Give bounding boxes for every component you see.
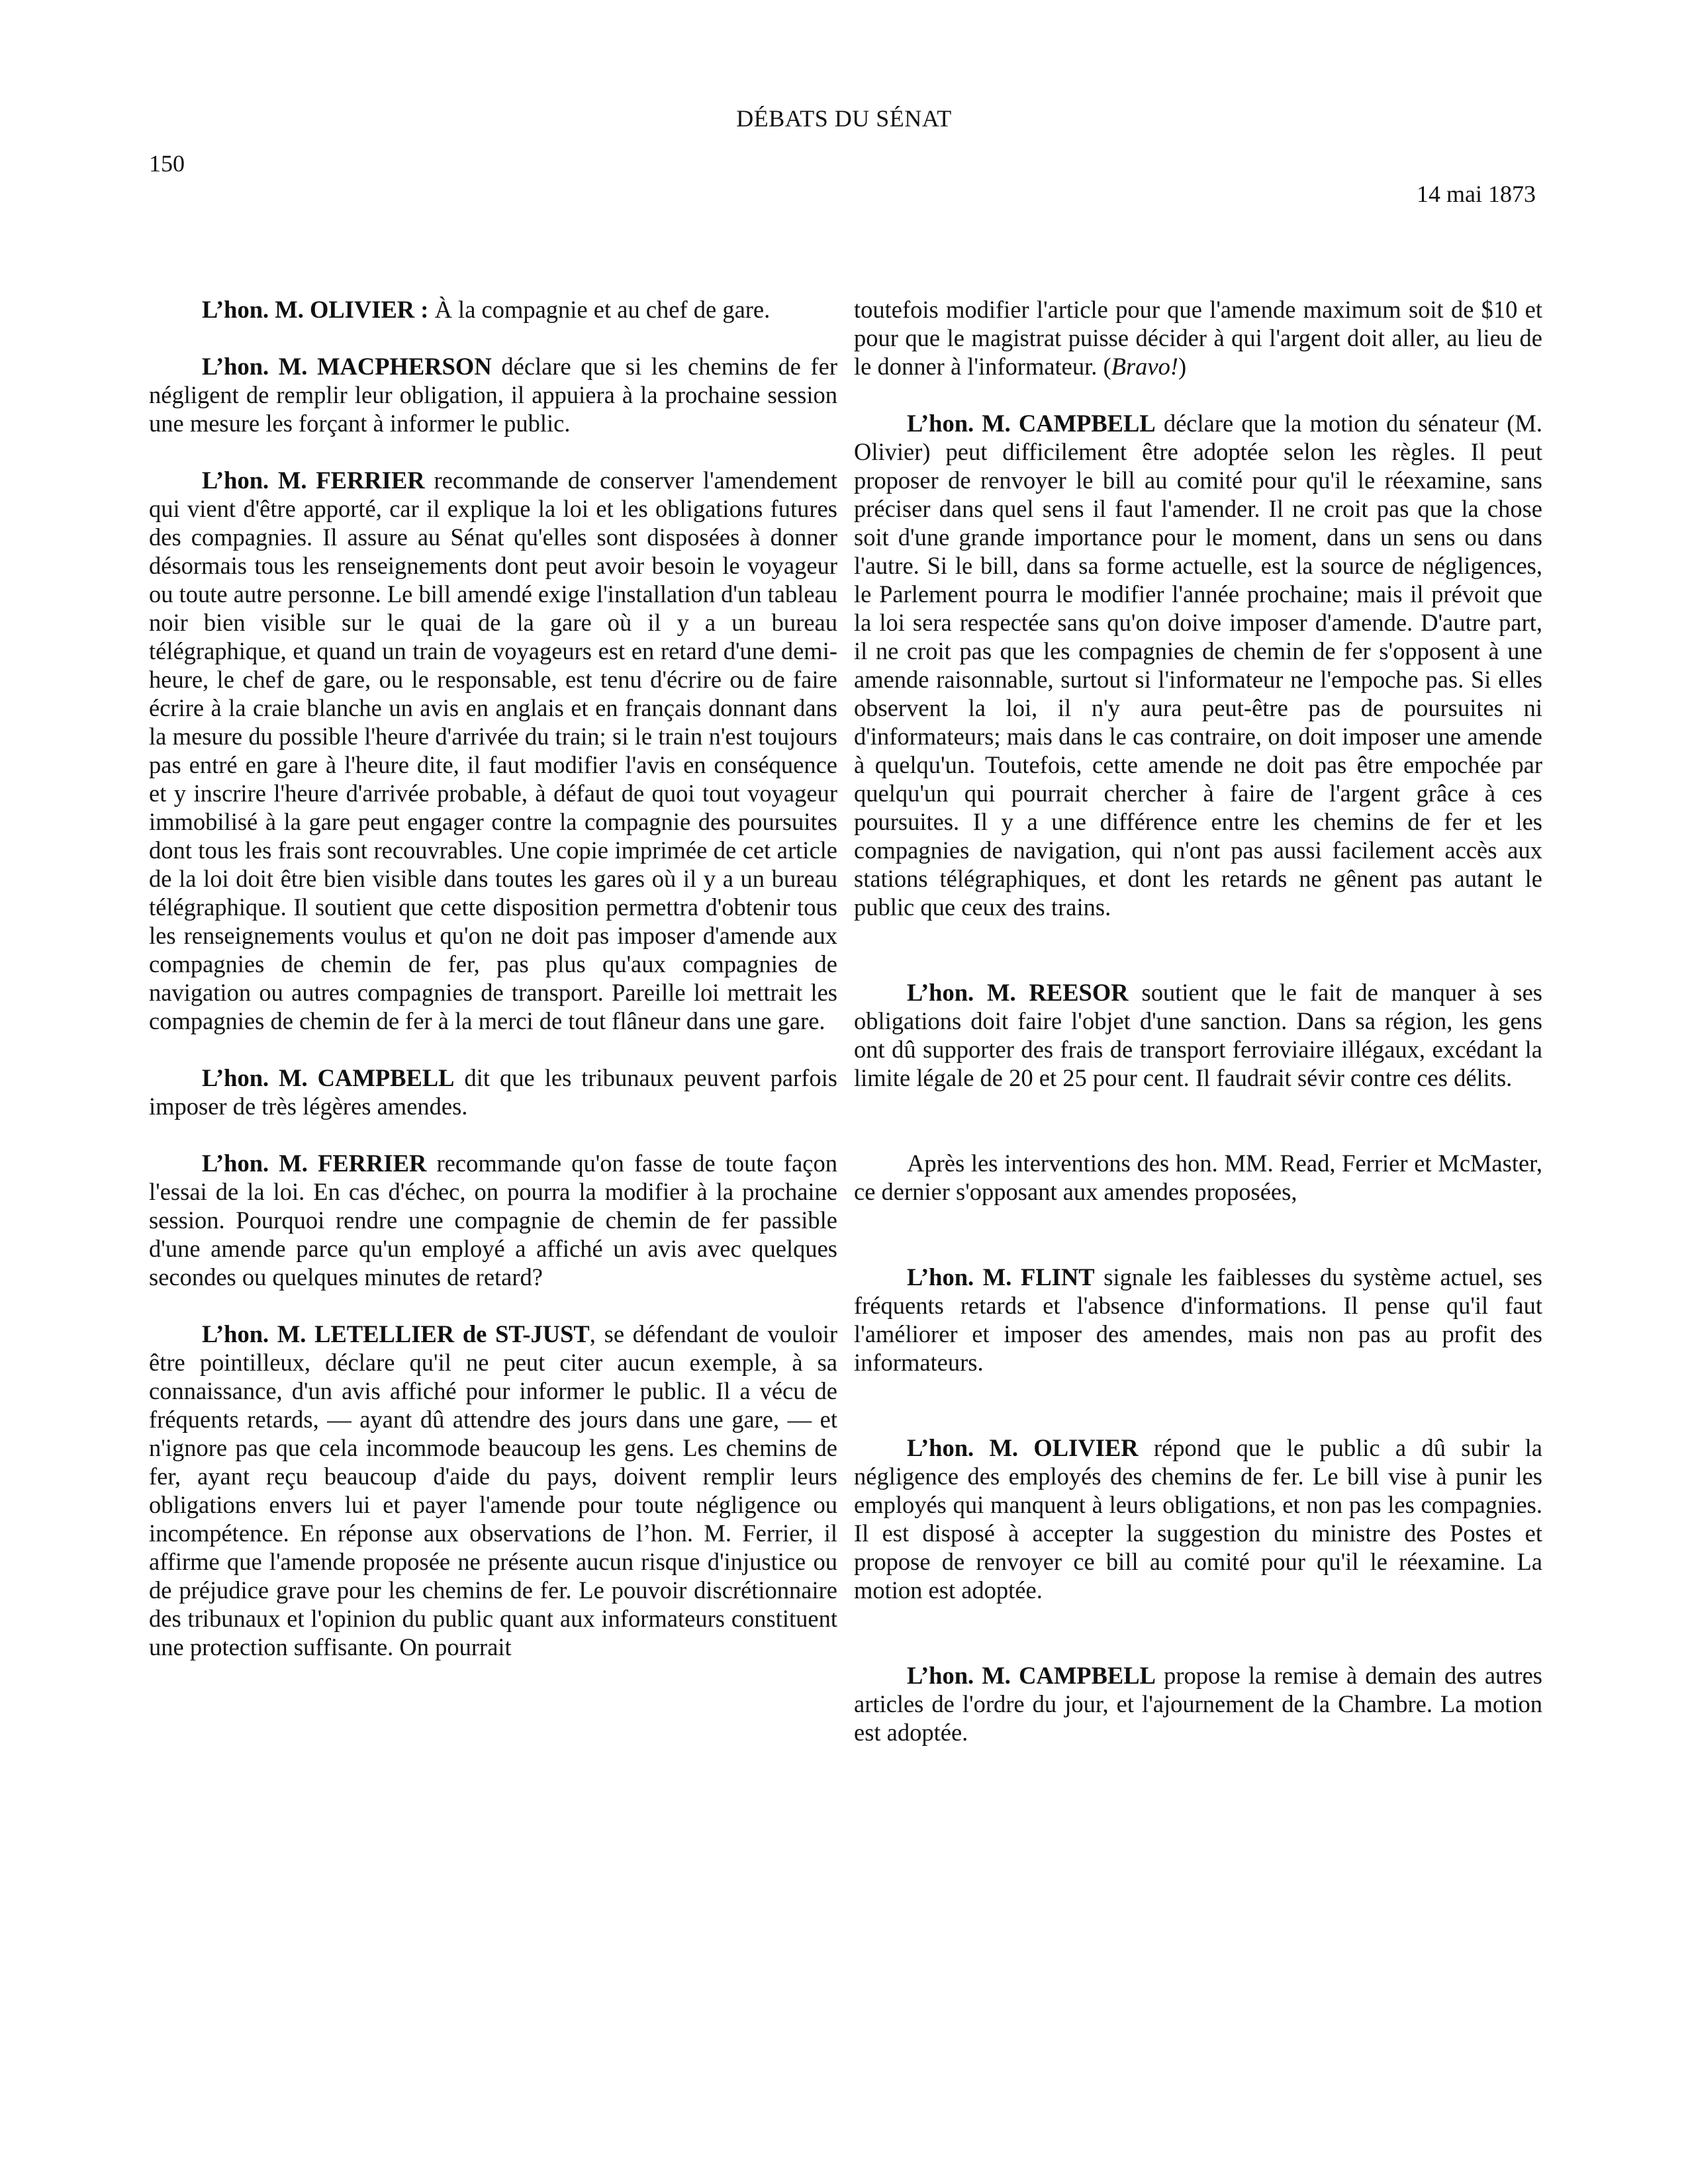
speech-text: recommande qu'on fasse de toute façon l'essai de la loi. En cas d'échec, on pourra la modifier à la prochaine session. Pourquoi rendre une compagnie de chemin de fer passible d'une amende parce qu'un employé a affiché un avis avec quelques secondes ou quelques minutes de retard? (149, 1150, 837, 1291)
running-head: DÉBATS DU SÉNAT (736, 105, 952, 132)
paragraph (149, 295, 837, 324)
narrative-paragraph (854, 1149, 1542, 1206)
speech-text: signale les faiblesses du système actuel, ses fréquents retards et l'absence d'informations. Il pense qu'il faut l'améliorer et imposer des amendes, mais non pas au profit des informateurs. (854, 1263, 1543, 1376)
page-number: 150 (149, 150, 185, 177)
speaker-name: L’hon. M. REESOR (907, 979, 1129, 1006)
right-column (854, 295, 1542, 1775)
speech-text: Après les interventions des hon. MM. Read, Ferrier et McMaster, ce dernier s'opposant aux amendes proposées, (854, 1150, 1542, 1205)
speech-text: , se défendant de vouloir être pointilleux, déclare qu'il ne peut citer aucun exemple, à sa connaissance, d'un avis affiché pour informer le public. Il a vécu de fréquents retards, — ayant dû attendre des jours dans une gare, — et n'ignore pas que cela incommode beaucoup les gens. Les chemins de fer, ayant reçu beaucoup d'aide du pays, doivent remplir leurs obligations envers lui et payer l'amende pour toute négligence ou incompétence. En réponse aux observations de l’hon. M. Ferrier, il affirme que l'amende proposée ne présente aucun risque d'injustice ou de préjudice grave pour les chemins de fer. Le pouvoir discrétionnaire des tribunaux et l'opinion du public quant aux informateurs constituent une protection suffisante. On pourrait (149, 1320, 837, 1661)
speech-text: propose la remise à demain des autres articles de l'ordre du jour, et l'ajournement de la Chambre. La motion est adoptée. (854, 1662, 1542, 1746)
speech-text: toutefois modifier l'article pour que l'amende maximum soit de $10 et pour que le magistrat puisse décider à qui l'argent doit aller, au lieu de le donner à l'informateur. ( (854, 296, 1542, 380)
speaker-name: L’hon. M. CAMPBELL (907, 410, 1156, 437)
speech-text: déclare que si les chemins de fer négligent de remplir leur obligation, il appuiera à la prochaine session une mesure les forçant à informer le public. (149, 353, 837, 437)
speaker-name: L’hon. M. FERRIER (202, 1150, 427, 1177)
paragraph-continued (854, 295, 1542, 381)
paragraph (149, 1064, 837, 1120)
paragraph (854, 1433, 1542, 1604)
speaker-name: L’hon. M. OLIVIER : (202, 296, 429, 323)
interjection: Bravo! (1111, 353, 1179, 380)
speech-text: recommande de conserver l'amendement qui vient d'être apporté, car il explique la loi et les obligations futures des compagnies. Il assure au Sénat qu'elles sont disposées à donner désormais tous les renseignements dont peut avoir besoin le voyageur ou toute autre personne. Le bill amendé exige l'installation d'un tableau noir bien visible sur le quai de la gare où il y a un bureau télégraphique, et quand un train de voyageurs est en retard d'une demi-heure, le chef de gare, ou le responsable, est tenu d'écrire ou de faire écrire à la craie blanche un avis en anglais et en français donnant dans la mesure du possible l'heure d'arrivée du train; si le train n'est toujours pas entré en gare à l'heure dite, il faut modifier l'avis en conséquence et y inscrire l'heure d'arrivée probable, à défaut de quoi tout voyageur immobilisé à la gare peut engager contre la compagnie des poursuites dont tous les frais sont recouvrables. Une copie imprimée de cet article de la loi doit être bien visible dans toutes les gares où il y a un bureau télégraphique. Il soutient que cette disposition permettra d'obtenir tous les renseignements voulus et qu'on ne doit pas imposer d'amende aux compagnies de chemin de fer, pas plus qu'aux compagnies de navigation ou autres compagnies de transport. Pareille loi mettrait les compagnies de chemin de fer à la merci de tout flâneur dans une gare. (149, 467, 838, 1034)
speech-text: répond que le public a dû subir la négligence des employés des chemins de fer. Le bill vise à punir les employés qui manquent à leurs obligations, et non pas les compagnies. Il est disposé à accepter la suggestion du ministre des Postes et propose de renvoyer ce bill au comité pour qu'il le réexamine. La motion est adoptée. (854, 1434, 1542, 1604)
speaker-name: L’hon. M. CAMPBELL (907, 1662, 1156, 1689)
speaker-name: L’hon. M. CAMPBELL (202, 1064, 455, 1091)
speaker-name: L’hon. M. LETELLIER de ST-JUST (202, 1320, 590, 1347)
paragraph (149, 1320, 837, 1661)
speaker-name: L’hon. M. FERRIER (202, 467, 425, 494)
speech-text: À la compagnie et au chef de gare. (428, 296, 771, 323)
speaker-name: L’hon. M. OLIVIER (907, 1434, 1139, 1461)
paragraph (854, 1661, 1542, 1747)
paragraph (854, 409, 1542, 921)
speech-text: ) (1178, 353, 1187, 380)
left-column (149, 295, 837, 1690)
speaker-name: L’hon. M. MACPHERSON (202, 353, 492, 380)
paragraph (149, 466, 837, 1035)
paragraph (854, 978, 1542, 1092)
speech-text: soutient que le fait de manquer à ses obligations doit faire l'objet d'une sanction. Dans sa région, les gens ont dû supporter des frais de transport ferroviaire illégaux, excédant la limite légale de 20 et 25 pour cent. Il faudrait sévir contre ces délits. (854, 979, 1542, 1091)
speech-text: dit que les tribunaux peuvent parfois imposer de très légères amendes. (149, 1064, 838, 1120)
speaker-name: L’hon. M. FLINT (907, 1263, 1095, 1291)
paragraph (149, 352, 837, 437)
paragraph (854, 1263, 1542, 1377)
page-date: 14 mai 1873 (1417, 181, 1536, 207)
speech-text: déclare que la motion du sénateur (M. Olivier) peut difficilement être adoptée selon les règles. Il peut proposer de renvoyer le bill au comité pour qu'il le réexamine, sans préciser dans quel sens il faut l'amender. Il ne croit pas que la chose soit d'une grande importance pour le moment, dans un sens ou dans l'autre. Si le bill, dans sa forme actuelle, est la source de négligences, le Parlement pourra le modifier l'année prochaine; mais il prévoit que la loi sera respectée sans qu'on doive imposer d'amende. D'autre part, il ne croit pas que les compagnies de chemin de fer s'opposent à une amende raisonnable, surtout si l'informateur ne l'empoche pas. Si elles observent la loi, il n'y aura peut-être pas de poursuites ni d'informateurs; mais dans le cas contraire, on doit imposer une amende à quelqu'un. Toutefois, cette amende ne doit pas être empochée par quelqu'un qui pourrait chercher à faire de l'argent grâce à ces poursuites. Il y a une différence entre les chemins de fer et les compagnies de navigation, qui n'ont pas aussi facilement accès aux stations télégraphiques, et dont les retards ne gênent pas autant le public que ceux des trains. (854, 410, 1543, 921)
paragraph (149, 1149, 837, 1291)
